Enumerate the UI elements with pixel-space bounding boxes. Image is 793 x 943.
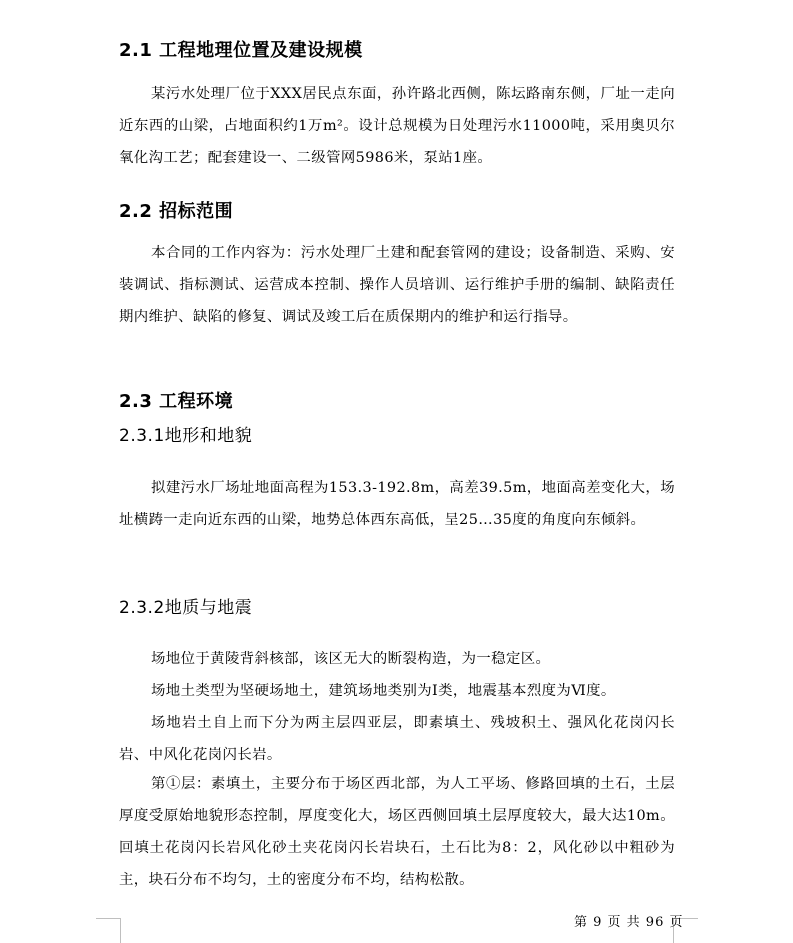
- paragraph-geology-1: 场地位于黄陵背斜核部，该区无大的断裂构造，为一稳定区。: [151, 651, 551, 667]
- paragraph-tender-scope: 本合同的工作内容为：污水处理厂土建和配套管网的建设；设备制造、采购、安装调试、指标测试、运营成本控制、操作人员培训、运行维护手册的编制、缺陷责任期内维护、缺陷的修复、调试及竣工后在质保期内的维护和运行指导。: [119, 245, 675, 325]
- section-heading-2-3: 2.3 工程环境: [119, 391, 234, 412]
- subsection-heading-2-3-2: 2.3.2地质与地震: [119, 598, 253, 618]
- paragraph-project-location: 某污水处理厂位于XXX居民点东面，孙许路北西侧，陈坛路南东侧，厂址一走向近东西的山梁，占地面积约1万m²。设计总规模为日处理污水11000吨，采用奥贝尔氧化沟工艺；配套建设一、二级管网5986米，泵站1座。: [119, 86, 675, 166]
- paragraph-geology-4: 第①层：素填土，主要分布于场区西北部，为人工平场、修路回填的土石，土层厚度受原始地貌形态控制，厚度变化大，场区西侧回填土层厚度较大，最大达10m。回填土花岗闪长岩风化砂土夹花岗闪长岩块石，土石比为8：2，风化砂以中粗砂为主，块石分布不均匀，土的密度分布不均，结构松散。: [119, 776, 675, 888]
- paragraph-geology-2: 场地土类型为坚硬场地土，建筑场地类别为Ⅰ类，地震基本烈度为Ⅵ度。: [151, 683, 616, 699]
- subsection-heading-2-3-1: 2.3.1地形和地貌: [119, 426, 253, 446]
- page-corner-mark-left: [96, 918, 121, 943]
- page-number-footer: 第 9 页 共 96 页: [574, 915, 684, 930]
- section-heading-2-1: 2.1 工程地理位置及建设规模: [119, 40, 363, 61]
- paragraph-terrain: 拟建污水厂场址地面高程为153.3-192.8m，高差39.5m，地面高差变化大，场址横踌一走向近东西的山梁，地势总体西东高低，呈25…35度的角度向东倾斜。: [119, 480, 675, 528]
- section-heading-2-2: 2.2 招标范围: [119, 201, 234, 222]
- paragraph-geology-3: 场地岩土自上而下分为两主层四亚层，即素填土、残坡积土、强风化花岗闪长岩、中风化花岗闪长岩。: [119, 715, 675, 763]
